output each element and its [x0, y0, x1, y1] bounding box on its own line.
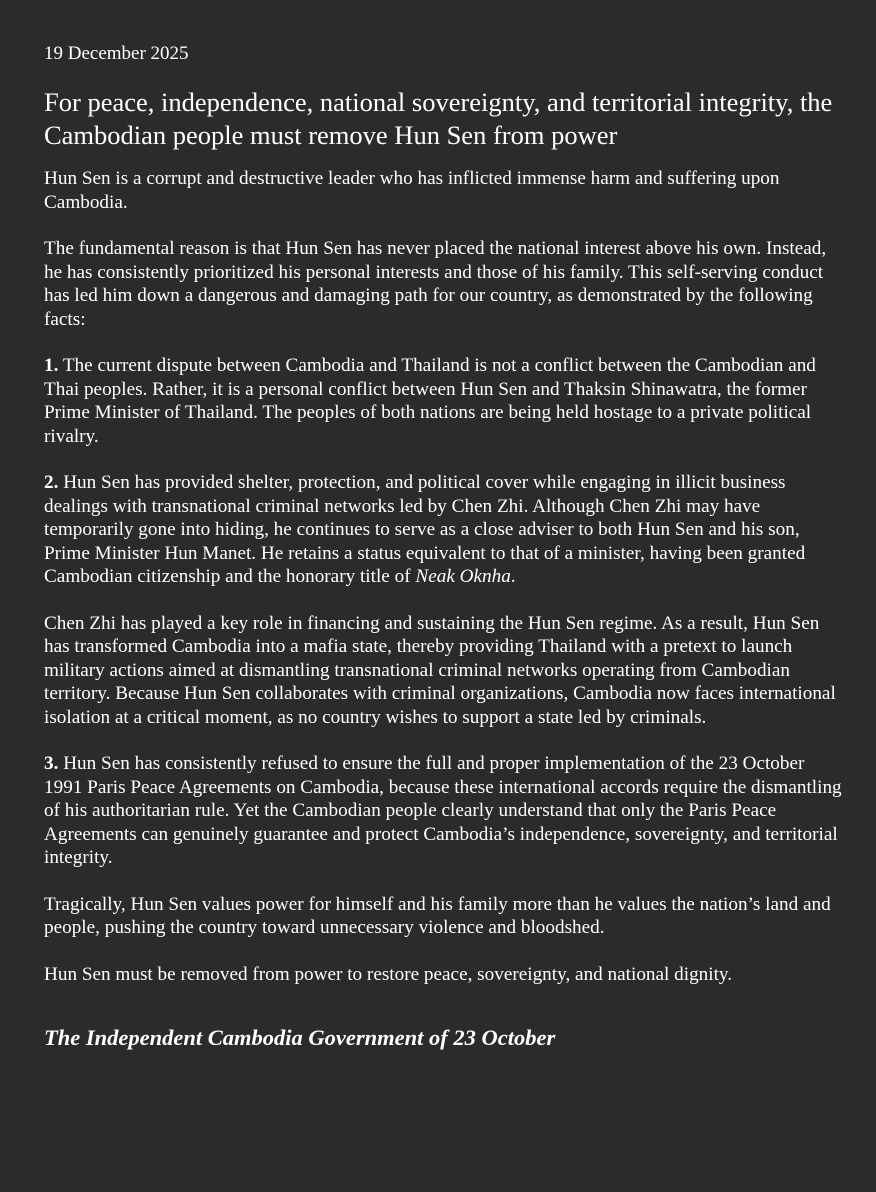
statement-document: [44, 40, 844, 1052]
tragically-paragraph: Tragically, Hun Sen values power for himself and his family more than he values the nation’s land and people, pushing the country toward unnecessary violence and bloodshed.: [44, 893, 831, 938]
point-3-text: Hun Sen has consistently refused to ensure the full and proper implementation of the 23 October 1991 Paris Peace Agreements on Cambodia, because these international accords require the dismantling of his authoritarian rule. Yet the Cambodian people clearly understand that only the Paris Peace Agreements can genuinely guarantee and protect Cambodia’s independence, sovereignty, and territorial integrity.: [44, 753, 842, 868]
honorary-title: Neak Oknha: [415, 566, 511, 587]
statement-title: For peace, independence, national sovereignty, and territorial integrity, the Cambodian people must remove Hun Sen from power: [44, 87, 833, 150]
point-2-number: 2.: [44, 472, 59, 493]
reason-paragraph: The fundamental reason is that Hun Sen has never placed the national interest above his own. Instead, he has consistently prioritized his personal interests and those of his family. This self-serving conduct has led him down a dangerous and damaging path for our country, as demonstrated by the following facts:: [44, 238, 827, 330]
intro-paragraph: Hun Sen is a corrupt and destructive leader who has inflicted immense harm and suffering upon Cambodia.: [44, 168, 780, 213]
conclusion-paragraph: Hun Sen must be removed from power to restore peace, sovereignty, and national dignity.: [44, 963, 733, 985]
point-1-text: The current dispute between Cambodia and Thailand is not a conflict between the Cambodian and Thai peoples. Rather, it is a personal conflict between Hun Sen and Thaksin Shinawatra, the former Prime Minister of Thailand. The peoples of both nations are being held hostage to a private political rivalry.: [44, 355, 816, 447]
statement-date: 19 December 2025: [44, 43, 189, 64]
point-2-paragraph: [44, 471, 844, 589]
point-1-number: 1.: [44, 355, 59, 376]
chen-zhi-paragraph: Chen Zhi has played a key role in financing and sustaining the Hun Sen regime. As a result, Hun Sen has transformed Cambodia into a mafia state, thereby providing Thailand with a pretext to launch military actions aimed at dismantling transnational criminal networks operating from Cambodian territory. Because Hun Sen collaborates with criminal organizations, Cambodia now faces international isolation at a critical moment, as no country wishes to support a state led by criminals.: [44, 612, 836, 728]
signature: The Independent Cambodia Government of 23 October: [44, 1025, 556, 1050]
point-3-paragraph: [44, 752, 844, 870]
point-2-end: .: [510, 566, 516, 587]
point-3-number: 3.: [44, 753, 59, 774]
point-2-text: Hun Sen has provided shelter, protection, and political cover while engaging in illicit business dealings with transnational criminal networks led by Chen Zhi. Although Chen Zhi may have temporarily gone into hiding, he continues to serve as a close adviser to both Hun Sen and his son, Prime Minister Hun Manet. He retains a status equivalent to that of a minister, having been granted Cambodian citizenship and the honorary title of: [44, 472, 806, 587]
point-1-paragraph: [44, 354, 844, 448]
